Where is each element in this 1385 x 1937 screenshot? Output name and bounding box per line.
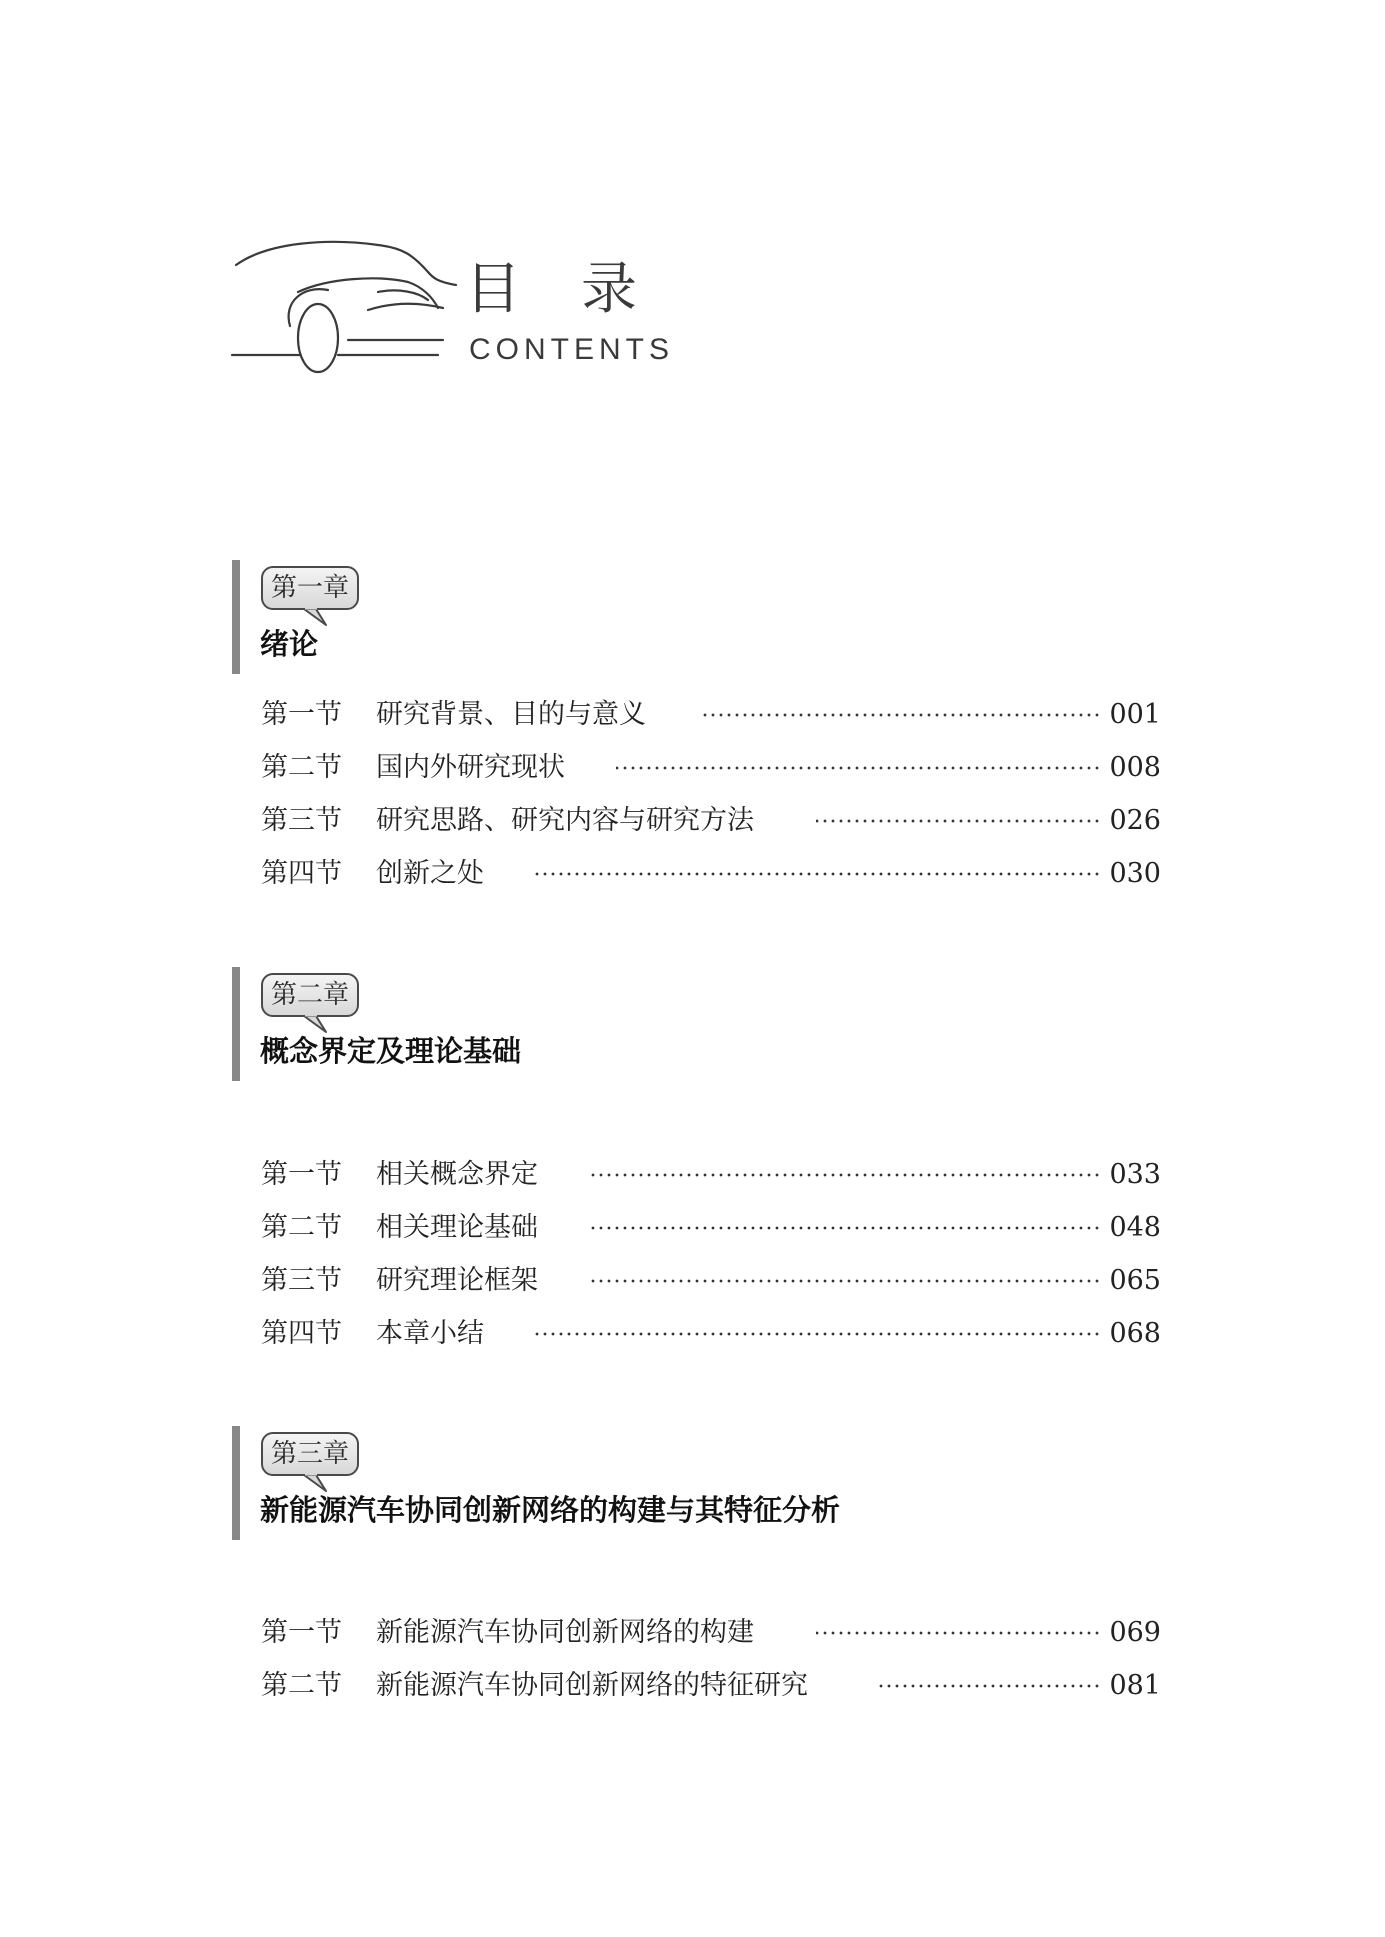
dot-leader bbox=[591, 1279, 1101, 1283]
section-title: 相关概念界定 bbox=[376, 1148, 548, 1201]
section-number: 第一节 bbox=[261, 699, 342, 730]
section-title: 新能源汽车协同创新网络的特征研究 bbox=[376, 1659, 818, 1712]
section-title: 相关理论基础 bbox=[376, 1201, 548, 1254]
section-number: 第三节 bbox=[261, 805, 342, 836]
section-number: 第二节 bbox=[261, 1670, 342, 1701]
toc-entry[interactable] bbox=[261, 688, 1161, 741]
section-title: 本章小结 bbox=[376, 1307, 494, 1360]
dot-leader bbox=[591, 1173, 1101, 1177]
section-number: 第二节 bbox=[261, 752, 342, 783]
dot-leader bbox=[876, 1684, 1101, 1688]
section-number: 第二节 bbox=[261, 1212, 342, 1243]
section-number: 第一节 bbox=[261, 1617, 342, 1648]
section-number: 第四节 bbox=[261, 1318, 342, 1349]
section-title: 新能源汽车协同创新网络的构建 bbox=[376, 1606, 764, 1659]
page-number: 069 bbox=[1109, 1617, 1161, 1648]
dot-leader bbox=[816, 1631, 1101, 1635]
section-title: 研究理论框架 bbox=[376, 1254, 548, 1307]
section-title: 国内外研究现状 bbox=[376, 741, 575, 794]
section-number: 第三节 bbox=[261, 1265, 342, 1296]
section-list bbox=[261, 1606, 1161, 1712]
section-list bbox=[261, 688, 1161, 900]
toc-entry[interactable] bbox=[261, 1201, 1161, 1254]
section-number: 第四节 bbox=[261, 858, 342, 889]
chapter-accent-bar bbox=[232, 1426, 240, 1540]
chapter-tag: 第三章 bbox=[261, 1432, 359, 1476]
toc-entry[interactable] bbox=[261, 1606, 1161, 1659]
page-number: 008 bbox=[1109, 752, 1161, 783]
chapter-accent-bar bbox=[232, 967, 240, 1081]
section-title: 创新之处 bbox=[376, 847, 494, 900]
toc-entry[interactable] bbox=[261, 1148, 1161, 1201]
chapter-tag: 第一章 bbox=[261, 566, 359, 610]
chapter-title: 新能源汽车协同创新网络的构建与其特征分析 bbox=[260, 1493, 841, 1527]
page-subtitle: CONTENTS bbox=[469, 333, 674, 366]
dot-leader bbox=[816, 819, 1101, 823]
toc-entry[interactable] bbox=[261, 1659, 1161, 1712]
section-number: 第一节 bbox=[261, 1159, 342, 1190]
page-number: 068 bbox=[1109, 1318, 1161, 1349]
page-number: 081 bbox=[1109, 1670, 1161, 1701]
speech-bubble-tail bbox=[302, 1473, 332, 1493]
toc-entry[interactable] bbox=[261, 794, 1161, 847]
chapter-title: 绪论 bbox=[260, 627, 319, 661]
dot-leader bbox=[531, 1332, 1101, 1336]
section-title: 研究背景、目的与意义 bbox=[376, 688, 656, 741]
speech-bubble-tail bbox=[302, 1014, 332, 1034]
chapter-tag: 第二章 bbox=[261, 973, 359, 1017]
toc-entry[interactable] bbox=[261, 1307, 1161, 1360]
page-number: 033 bbox=[1109, 1159, 1161, 1190]
page-number: 065 bbox=[1109, 1265, 1161, 1296]
page-title: 目录 bbox=[465, 257, 697, 322]
page-number: 048 bbox=[1109, 1212, 1161, 1243]
toc-entry[interactable] bbox=[261, 741, 1161, 794]
section-title: 研究思路、研究内容与研究方法 bbox=[376, 794, 764, 847]
dot-leader bbox=[591, 1226, 1101, 1230]
toc-entry[interactable] bbox=[261, 1254, 1161, 1307]
dot-leader bbox=[701, 713, 1101, 717]
car-outline-logo bbox=[228, 230, 468, 380]
speech-bubble-tail bbox=[302, 607, 332, 627]
page-number: 001 bbox=[1109, 699, 1161, 730]
chapter-title: 概念界定及理论基础 bbox=[260, 1034, 522, 1068]
toc-entry[interactable] bbox=[261, 847, 1161, 900]
page-number: 030 bbox=[1109, 858, 1161, 889]
page-number: 026 bbox=[1109, 805, 1161, 836]
section-list bbox=[261, 1148, 1161, 1360]
chapter-accent-bar bbox=[232, 560, 240, 674]
dot-leader bbox=[531, 872, 1101, 876]
dot-leader bbox=[616, 766, 1101, 770]
